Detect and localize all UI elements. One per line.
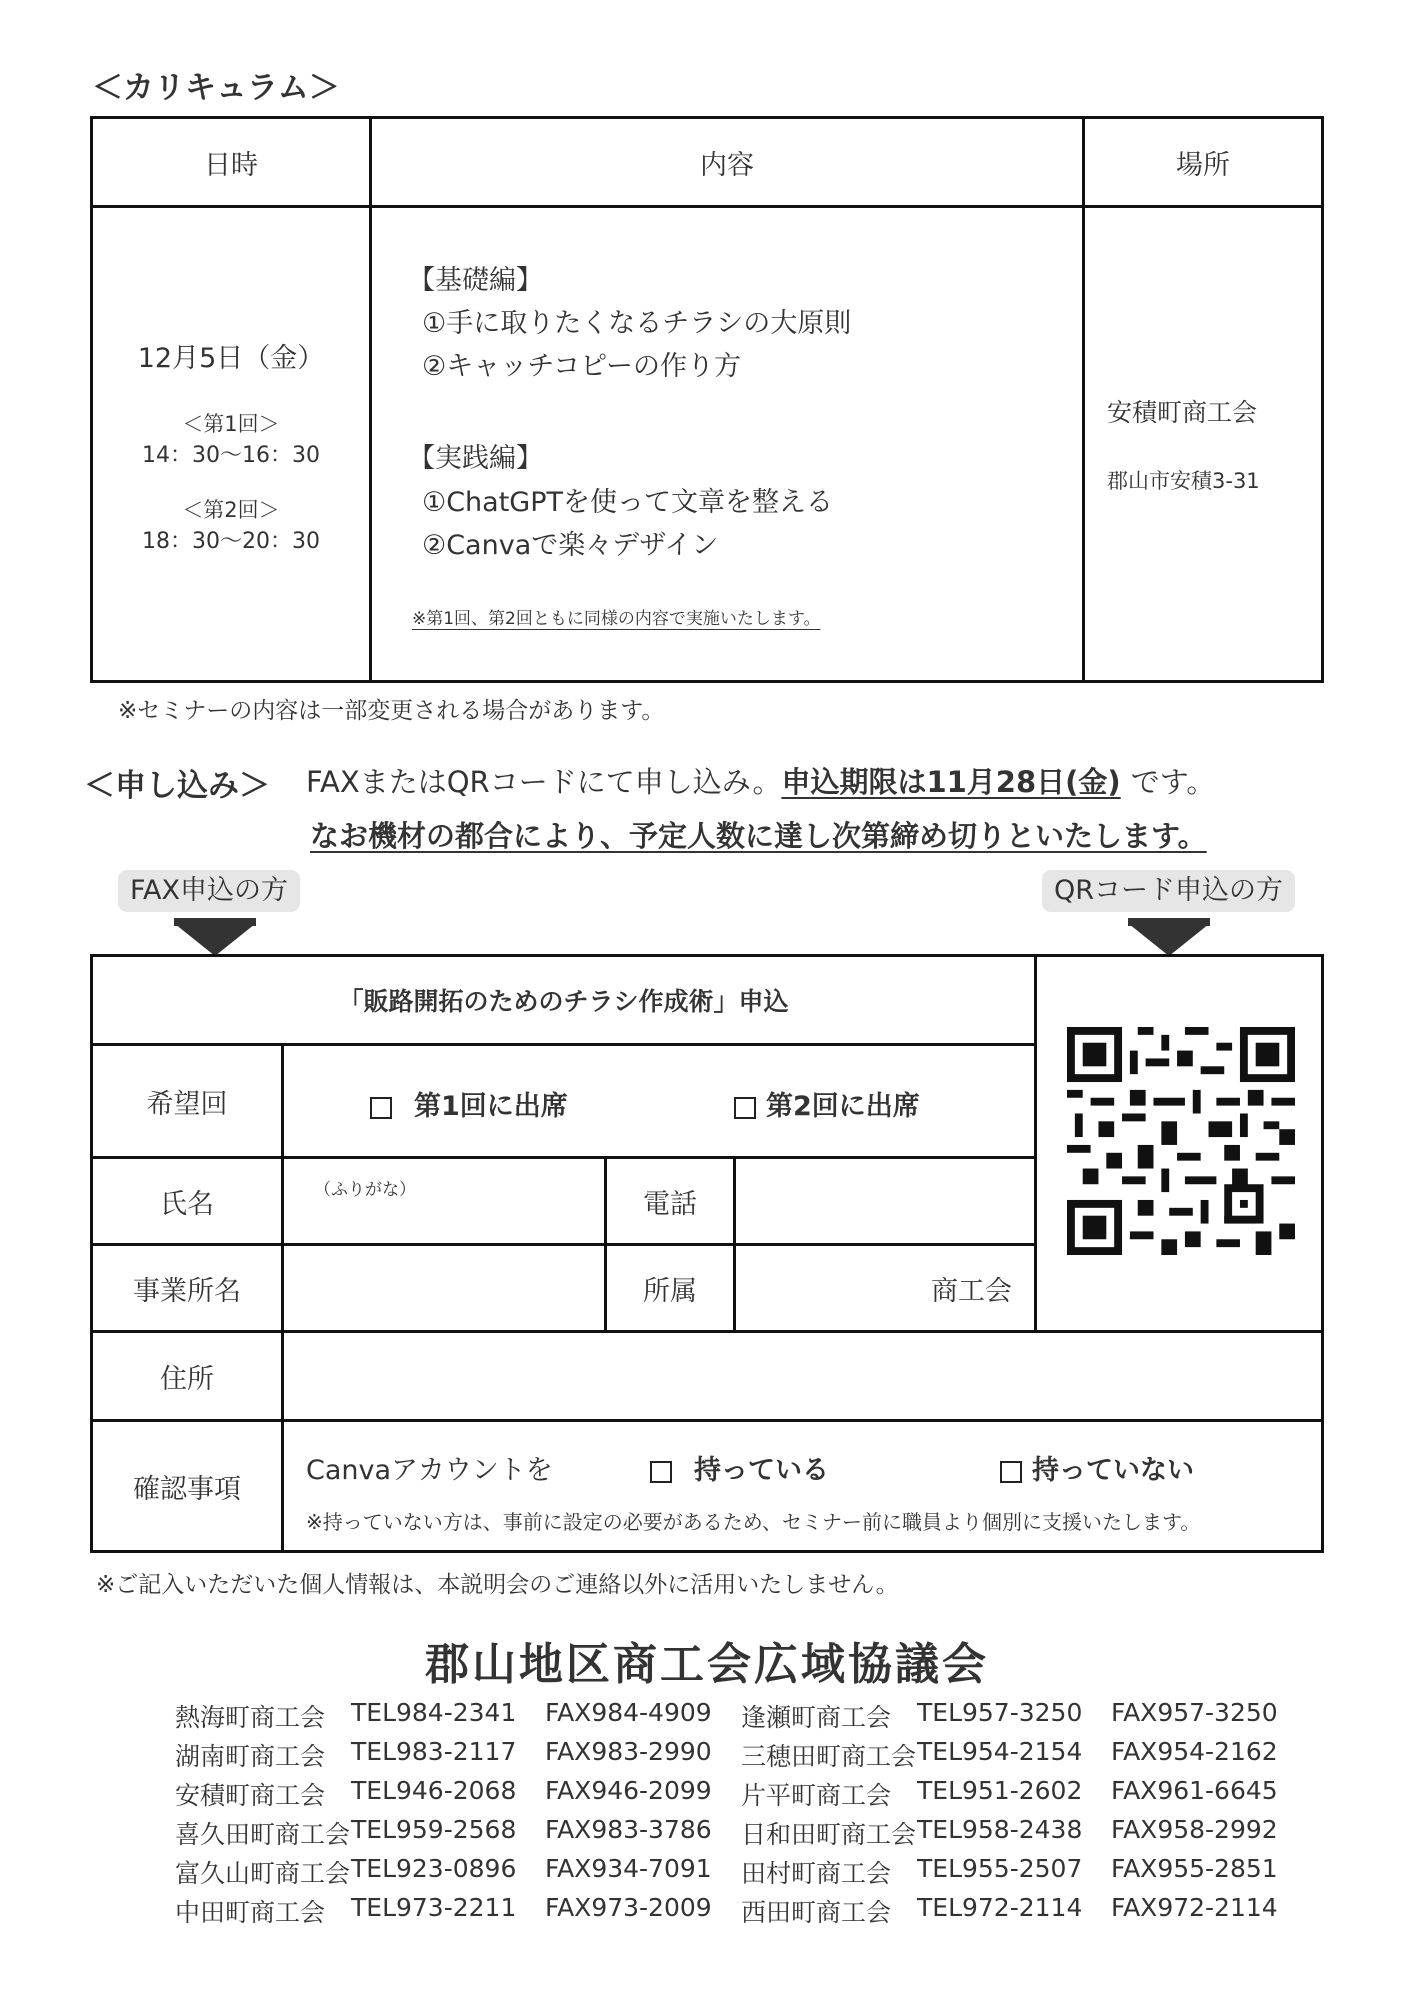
org-name: 田村町商工会 bbox=[741, 1859, 892, 1888]
office-label: 事業所名 bbox=[92, 1245, 283, 1332]
org-name: 中田町商工会 bbox=[175, 1898, 326, 1927]
checkbox-have-not[interactable] bbox=[1000, 1461, 1022, 1483]
org-fax: FAX954-2162 bbox=[1111, 1737, 1278, 1766]
form-title: 「販路開拓のためのチラシ作成術」申込 bbox=[92, 956, 1036, 1045]
option-session2[interactable] bbox=[734, 1084, 920, 1123]
application-heading: ＜申し込み＞ bbox=[84, 768, 270, 804]
org-tel: TEL958-2438 bbox=[917, 1815, 1083, 1844]
affiliation-label: 所属 bbox=[606, 1245, 735, 1332]
qr-arrow-icon bbox=[1129, 924, 1209, 956]
application-line2: なお機材の都合により、予定人数に達し次第締め切りといたします。 bbox=[310, 819, 1207, 853]
org-name: 安積町商工会 bbox=[175, 1781, 326, 1810]
option-session1[interactable] bbox=[370, 1084, 568, 1123]
option-have-label: 持っている bbox=[694, 1455, 829, 1486]
org-fax: FAX934-7091 bbox=[545, 1854, 712, 1883]
org-tel: TEL972-2114 bbox=[917, 1893, 1083, 1922]
confirm-label: 確認事項 bbox=[92, 1421, 283, 1552]
checkbox-have[interactable] bbox=[650, 1461, 672, 1483]
application-method: FAXまたはQRコードにて申し込み。 bbox=[306, 765, 782, 799]
header-content: 内容 bbox=[371, 118, 1084, 207]
org-fax: FAX983-3786 bbox=[545, 1815, 712, 1844]
office-field[interactable] bbox=[283, 1245, 606, 1332]
org-fax: FAX958-2992 bbox=[1111, 1815, 1278, 1844]
org-tel: TEL955-2507 bbox=[917, 1854, 1083, 1883]
practice-title: 【実践編】 bbox=[408, 443, 543, 474]
fax-tag: FAX申込の方 bbox=[118, 870, 300, 912]
affiliation-suffix: 商工会 bbox=[931, 1275, 1012, 1307]
name-label: 氏名 bbox=[92, 1158, 283, 1245]
org-fax: FAX961-6645 bbox=[1111, 1776, 1278, 1805]
org-name: 富久山町商工会 bbox=[175, 1859, 351, 1888]
org-fax: FAX984-4909 bbox=[545, 1698, 712, 1727]
option-session2-label: 第2回に出席 bbox=[766, 1091, 920, 1122]
content-cell bbox=[371, 207, 1084, 682]
application-desu: です。 bbox=[1130, 765, 1216, 799]
place-cell bbox=[1084, 207, 1323, 682]
org-tel: TEL973-2211 bbox=[351, 1893, 517, 1922]
basic-item: ①手に取りたくなるチラシの大原則 bbox=[422, 308, 852, 339]
privacy-note: ※ご記入いただいた個人情報は、本説明会のご連絡以外に活用いたしません。 bbox=[96, 1572, 899, 1598]
session2-label: ＜第2回＞ bbox=[182, 498, 280, 522]
org-name: 片平町商工会 bbox=[741, 1781, 892, 1810]
checkbox-session2[interactable] bbox=[734, 1097, 756, 1119]
header-datetime: 日時 bbox=[92, 118, 371, 207]
org-tel: TEL923-0896 bbox=[351, 1854, 517, 1883]
org-name: 湖南町商工会 bbox=[175, 1742, 326, 1771]
session1-time: 14：30〜16：30 bbox=[142, 443, 320, 468]
basic-title: 【基礎編】 bbox=[408, 265, 543, 296]
option-have-not[interactable] bbox=[1000, 1448, 1194, 1487]
org-name: 西田町商工会 bbox=[741, 1898, 892, 1927]
qr-tag: QRコード申込の方 bbox=[1042, 870, 1295, 912]
org-tel: TEL957-3250 bbox=[917, 1698, 1083, 1727]
wish-options bbox=[283, 1045, 1036, 1158]
option-session1-label: 第1回に出席 bbox=[414, 1091, 568, 1122]
application-form bbox=[90, 954, 1324, 1553]
org-fax: FAX983-2990 bbox=[545, 1737, 712, 1766]
fax-arrow-icon bbox=[175, 924, 255, 956]
qr-cell bbox=[1036, 956, 1323, 1332]
org-fax: FAX972-2114 bbox=[1111, 1893, 1278, 1922]
org-tel: TEL954-2154 bbox=[917, 1737, 1083, 1766]
curriculum-footnote: ※セミナーの内容は一部変更される場合があります。 bbox=[118, 698, 665, 724]
org-name: 逢瀬町商工会 bbox=[741, 1703, 892, 1732]
affiliation-field[interactable] bbox=[735, 1245, 1036, 1332]
confirm-note: ※持っていない方は、事前に設定の必要があるため、セミナー前に職員より個別に支援いたします。 bbox=[306, 1510, 1201, 1534]
org-name: 日和田町商工会 bbox=[741, 1820, 917, 1849]
place-name: 安積町商工会 bbox=[1107, 398, 1258, 427]
seminar-date: 12月5日（金） bbox=[137, 343, 325, 374]
datetime-cell bbox=[92, 207, 371, 682]
org-name: 喜久田町商工会 bbox=[175, 1820, 351, 1849]
org-tel: TEL951-2602 bbox=[917, 1776, 1083, 1805]
wish-label: 希望回 bbox=[92, 1045, 283, 1158]
session2-time: 18：30〜20：30 bbox=[142, 529, 320, 554]
checkbox-session1[interactable] bbox=[370, 1097, 392, 1119]
furigana-label: （ふりがな） bbox=[314, 1180, 416, 1200]
option-have-not-label: 持っていない bbox=[1032, 1455, 1194, 1486]
phone-label: 電話 bbox=[606, 1158, 735, 1245]
address-field[interactable] bbox=[283, 1332, 1323, 1421]
practice-item: ②Canvaで楽々デザイン bbox=[422, 530, 719, 561]
org-tel: TEL984-2341 bbox=[351, 1698, 517, 1727]
org-fax: FAX955-2851 bbox=[1111, 1854, 1278, 1883]
header-place: 場所 bbox=[1084, 118, 1323, 207]
org-tel: TEL959-2568 bbox=[351, 1815, 517, 1844]
session1-label: ＜第1回＞ bbox=[182, 412, 280, 436]
org-name: 三穂田町商工会 bbox=[741, 1742, 917, 1771]
phone-field[interactable] bbox=[735, 1158, 1036, 1245]
organization-title: 郡山地区商工会広域協議会 bbox=[425, 1639, 989, 1690]
org-tel: TEL946-2068 bbox=[351, 1776, 517, 1805]
application-line1 bbox=[306, 760, 1215, 801]
address-label: 住所 bbox=[92, 1332, 283, 1421]
practice-item: ①ChatGPTを使って文章を整える bbox=[422, 487, 833, 518]
canva-text: Canvaアカウントを bbox=[306, 1455, 553, 1486]
org-fax: FAX946-2099 bbox=[545, 1776, 712, 1805]
curriculum-heading: ＜カリキュラム＞ bbox=[92, 70, 340, 106]
option-have[interactable] bbox=[650, 1448, 829, 1487]
content-note: ※第1回、第2回ともに同様の内容で実施いたします。 bbox=[412, 609, 821, 629]
org-fax: FAX957-3250 bbox=[1111, 1698, 1278, 1727]
name-field[interactable] bbox=[283, 1158, 606, 1245]
confirm-cell bbox=[283, 1421, 1323, 1552]
curriculum-table bbox=[90, 116, 1324, 683]
application-deadline: 申込期限は11月28日(金) bbox=[781, 765, 1121, 799]
org-name: 熱海町商工会 bbox=[175, 1703, 326, 1732]
qr-code-icon[interactable] bbox=[1067, 1027, 1295, 1255]
org-tel: TEL983-2117 bbox=[351, 1737, 517, 1766]
basic-item: ②キャッチコピーの作り方 bbox=[422, 351, 742, 382]
org-fax: FAX973-2009 bbox=[545, 1893, 712, 1922]
place-address: 郡山市安積3-31 bbox=[1107, 469, 1260, 493]
